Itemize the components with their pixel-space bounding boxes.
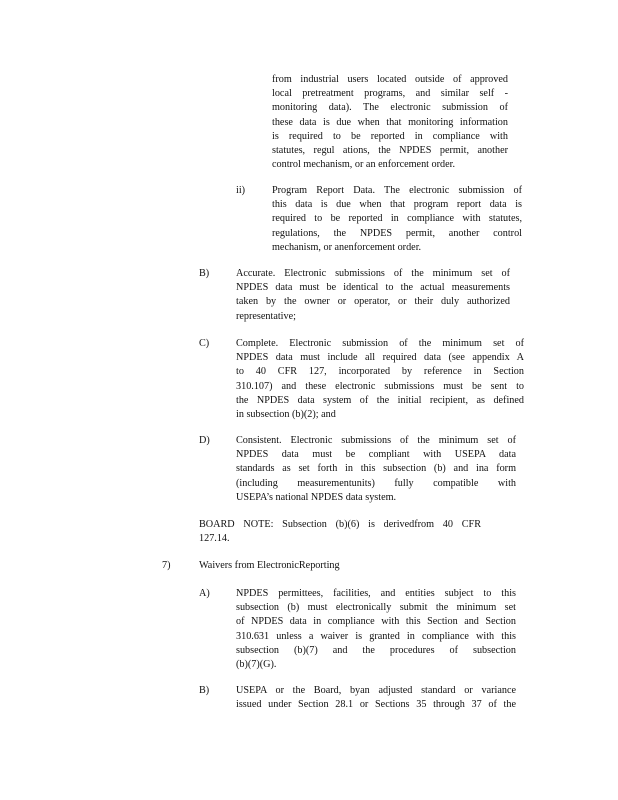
item-marker-c: C) — [199, 338, 210, 349]
board-note — [199, 518, 481, 546]
text-line: Accurate. Electronic submissions of the minimum set of — [236, 268, 510, 279]
item-marker-ii: ii) — [236, 185, 246, 196]
text-line: Waivers from ElectronicReporting — [199, 560, 340, 571]
text-line: these data is due when that monitoring information — [272, 116, 508, 128]
text-line: local pretreatment programs, and similar self - — [272, 88, 508, 100]
text-line: the NPDES data system of the initial recipient, as defined — [236, 394, 524, 406]
paragraph-a-npdes — [236, 587, 516, 672]
paragraph-ii — [272, 184, 522, 255]
text-line: of NPDES data in compliance with this Section and Section — [236, 616, 516, 628]
text-line: 310.631 unless a waiver is granted in compliance with this — [236, 630, 516, 642]
text-line: Complete. Electronic submission of the minimum set of — [236, 338, 524, 349]
item-marker-a: A) — [199, 588, 210, 599]
text-line: required to be reported in compliance with statutes, — [272, 213, 522, 225]
item-marker-d: D) — [199, 435, 210, 446]
text-line: 127.14. — [199, 533, 230, 545]
text-line: from industrial users located outside of approved — [272, 74, 508, 85]
section-heading-waivers — [199, 559, 359, 573]
text-line: USEPA or the Board, byan adjusted standard or variance — [236, 685, 516, 696]
paragraph-d-consistent — [236, 434, 516, 505]
text-line: standards as set forth in this subsection (b) and ina form — [236, 463, 516, 475]
text-line: mechanism, or anenforcement order. — [272, 241, 422, 253]
text-line: Consistent. Electronic submissions of the minimum set of — [236, 435, 516, 446]
text-line: BOARD NOTE: Subsection (b)(6) is derivedfrom 40 CFR — [199, 519, 481, 530]
text-line: NPDES data must be compliant with USEPA data — [236, 449, 516, 461]
text-line: in subsection (b)(2); and — [236, 409, 336, 421]
text-line: statutes, regul ations, the NPDES permit, another — [272, 145, 508, 157]
text-line: is required to be reported in compliance with — [272, 130, 508, 142]
item-marker-b: B) — [199, 268, 210, 279]
text-line: to 40 CFR 127, incorporated by reference in Section — [236, 366, 524, 378]
text-line: subsection (b)(7) and the procedures of subsection — [236, 644, 516, 656]
paragraph-continuation — [272, 73, 508, 172]
text-line: regulations, the NPDES permit, another control — [272, 227, 522, 239]
text-line: Program Report Data. The electronic submission of — [272, 185, 522, 196]
text-line: NPDES permittees, facilities, and entities subject to this — [236, 588, 516, 599]
text-line: USEPA’s national NPDES data system. — [236, 491, 397, 503]
item-marker-7: 7) — [162, 560, 171, 571]
paragraph-c-complete — [236, 337, 524, 422]
text-line: taken by the owner or operator, or their duly authorized — [236, 296, 510, 308]
text-line: representative; — [236, 310, 296, 322]
item-marker-b-2: B) — [199, 685, 210, 696]
text-line: control mechanism, or an enforcement order. — [272, 159, 456, 171]
text-line: NPDES data must include all required data (see appendix A — [236, 352, 524, 364]
text-line: this data is due when that program report data is — [272, 199, 522, 211]
text-line: 310.107) and these electronic submissions must be sent to — [236, 380, 524, 392]
text-line: monitoring data). The electronic submission of — [272, 102, 508, 114]
text-line: NPDES data must be identical to the actual measurements — [236, 282, 510, 294]
text-line: (including measurementunits) fully compatible with — [236, 477, 516, 489]
text-line: (b)(7)(G). — [236, 659, 277, 671]
text-line: issued under Section 28.1 or Sections 35 through 37 of the — [236, 699, 516, 711]
paragraph-b-accurate — [236, 267, 510, 324]
text-line: subsection (b) must electronically submit the minimum set — [236, 602, 516, 614]
paragraph-b-usepa — [236, 684, 516, 712]
